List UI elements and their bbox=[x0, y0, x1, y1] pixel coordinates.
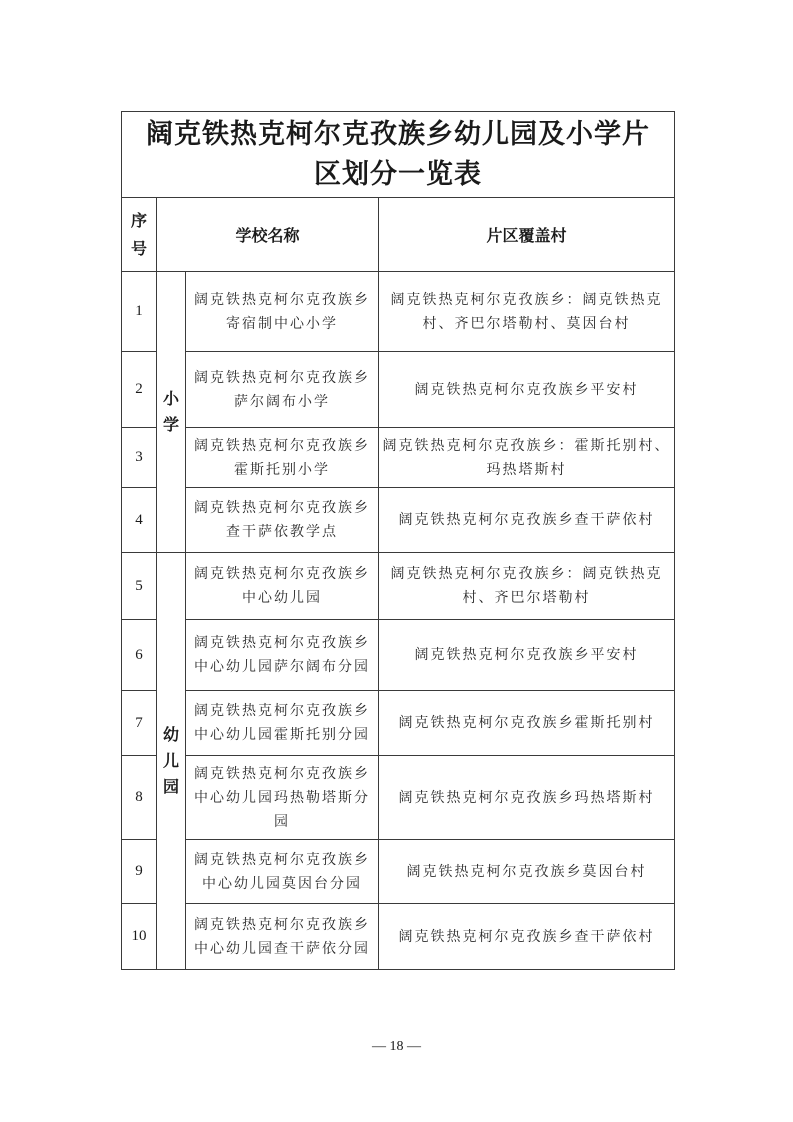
villages-line: 阔克铁热克柯尔克孜族乡莫因台村 bbox=[406, 863, 647, 880]
covered-villages bbox=[379, 352, 675, 428]
covered-villages bbox=[379, 620, 675, 691]
category-primary bbox=[157, 272, 186, 553]
school-name bbox=[186, 553, 379, 620]
school-district-table bbox=[121, 111, 675, 970]
header-seq-top: 序 bbox=[130, 210, 147, 230]
table-row bbox=[122, 904, 675, 970]
header-villages: 片区覆盖村 bbox=[379, 198, 675, 272]
school-name-line: 阔克铁热克柯尔克孜族乡 bbox=[194, 635, 370, 651]
covered-villages bbox=[379, 488, 675, 553]
villages-line: 村、齐巴尔塔勒村、莫因台村 bbox=[422, 315, 631, 332]
villages-line: 阔克铁热克柯尔克孜族乡：阔克铁热克 bbox=[390, 291, 663, 308]
school-name bbox=[186, 272, 379, 352]
school-name-line: 阔克铁热克柯尔克孜族乡 bbox=[194, 765, 370, 782]
villages-line: 村、齐巴尔塔勒村 bbox=[462, 590, 591, 606]
villages-line: 阔克铁热克柯尔克孜族乡平安村 bbox=[414, 647, 639, 663]
school-name-line: 阔克铁热克柯尔克孜族乡 bbox=[194, 851, 370, 868]
table-row bbox=[122, 691, 675, 756]
category-kindergarten bbox=[157, 553, 186, 970]
school-name bbox=[186, 428, 379, 488]
school-name bbox=[186, 840, 379, 904]
row-seq: 8 bbox=[122, 756, 157, 840]
school-name-line: 萨尔阔布小学 bbox=[234, 393, 330, 410]
row-seq: 9 bbox=[122, 840, 157, 904]
row-seq: 7 bbox=[122, 691, 157, 756]
table-row bbox=[122, 620, 675, 691]
category-char: 园 bbox=[162, 777, 179, 796]
covered-villages bbox=[379, 840, 675, 904]
header-row bbox=[122, 198, 675, 272]
school-name-line: 查干萨依教学点 bbox=[226, 524, 338, 540]
header-school: 学校名称 bbox=[157, 198, 379, 272]
school-name-line: 中心幼儿园查干萨依分园 bbox=[194, 940, 370, 957]
school-name-line: 中心幼儿园 bbox=[242, 590, 322, 606]
category-char: 小 bbox=[162, 389, 179, 408]
table-row bbox=[122, 756, 675, 840]
row-seq: 10 bbox=[122, 904, 157, 970]
school-name-line: 霍斯托别小学 bbox=[234, 461, 330, 478]
villages-line: 阔克铁热克柯尔克孜族乡平安村 bbox=[414, 381, 639, 398]
covered-villages bbox=[379, 428, 675, 488]
school-name-line: 寄宿制中心小学 bbox=[226, 315, 338, 332]
header-seq-bottom: 号 bbox=[130, 238, 147, 258]
school-name-line: 阔克铁热克柯尔克孜族乡 bbox=[194, 566, 370, 582]
row-seq: 5 bbox=[122, 553, 157, 620]
covered-villages bbox=[379, 691, 675, 756]
table-row bbox=[122, 553, 675, 620]
villages-line: 阔克铁热克柯尔克孜族乡玛热塔斯村 bbox=[398, 789, 655, 806]
school-name-line: 阔克铁热克柯尔克孜族乡 bbox=[194, 369, 370, 386]
school-name bbox=[186, 620, 379, 691]
covered-villages bbox=[379, 272, 675, 352]
category-char: 儿 bbox=[162, 751, 179, 770]
school-name bbox=[186, 756, 379, 840]
school-name bbox=[186, 691, 379, 756]
category-char: 学 bbox=[162, 415, 179, 434]
school-name-line: 园 bbox=[274, 813, 290, 830]
covered-villages bbox=[379, 553, 675, 620]
school-name bbox=[186, 352, 379, 428]
villages-line: 阔克铁热克柯尔克孜族乡：霍斯托别村、 bbox=[382, 437, 671, 454]
table-title bbox=[122, 112, 675, 198]
title-line-2: 区划分一览表 bbox=[314, 158, 482, 190]
villages-line: 阔克铁热克柯尔克孜族乡霍斯托别村 bbox=[398, 715, 655, 731]
table-row bbox=[122, 488, 675, 553]
header-seq bbox=[122, 198, 157, 272]
villages-line: 玛热塔斯村 bbox=[486, 461, 567, 478]
table-row bbox=[122, 428, 675, 488]
row-seq: 2 bbox=[122, 352, 157, 428]
covered-villages bbox=[379, 756, 675, 840]
title-row bbox=[122, 112, 675, 198]
school-name bbox=[186, 904, 379, 970]
row-seq: 6 bbox=[122, 620, 157, 691]
school-name-line: 中心幼儿园玛热勒塔斯分 bbox=[194, 789, 370, 806]
row-seq: 1 bbox=[122, 272, 157, 352]
page-number: — 18 — bbox=[372, 1039, 421, 1054]
school-name bbox=[186, 488, 379, 553]
school-name-line: 阔克铁热克柯尔克孜族乡 bbox=[194, 916, 370, 933]
category-char: 幼 bbox=[162, 725, 179, 744]
school-name-line: 中心幼儿园霍斯托别分园 bbox=[194, 727, 370, 743]
villages-line: 阔克铁热克柯尔克孜族乡查干萨依村 bbox=[398, 512, 655, 528]
covered-villages bbox=[379, 904, 675, 970]
villages-line: 阔克铁热克柯尔克孜族乡：阔克铁热克 bbox=[390, 566, 663, 582]
school-name-line: 阔克铁热克柯尔克孜族乡 bbox=[194, 291, 370, 308]
table-row bbox=[122, 352, 675, 428]
villages-line: 阔克铁热克柯尔克孜族乡查干萨依村 bbox=[398, 928, 655, 945]
school-name-line: 阔克铁热克柯尔克孜族乡 bbox=[194, 703, 370, 719]
school-name-line: 中心幼儿园莫因台分园 bbox=[202, 875, 362, 892]
school-name-line: 中心幼儿园萨尔阔布分园 bbox=[194, 659, 370, 675]
table-row bbox=[122, 272, 675, 352]
title-line-1: 阔克铁热克柯尔克孜族乡幼儿园及小学片 bbox=[146, 118, 650, 150]
row-seq: 4 bbox=[122, 488, 157, 553]
school-name-line: 阔克铁热克柯尔克孜族乡 bbox=[194, 500, 370, 516]
table-row bbox=[122, 840, 675, 904]
school-name-line: 阔克铁热克柯尔克孜族乡 bbox=[194, 437, 370, 454]
row-seq: 3 bbox=[122, 428, 157, 488]
